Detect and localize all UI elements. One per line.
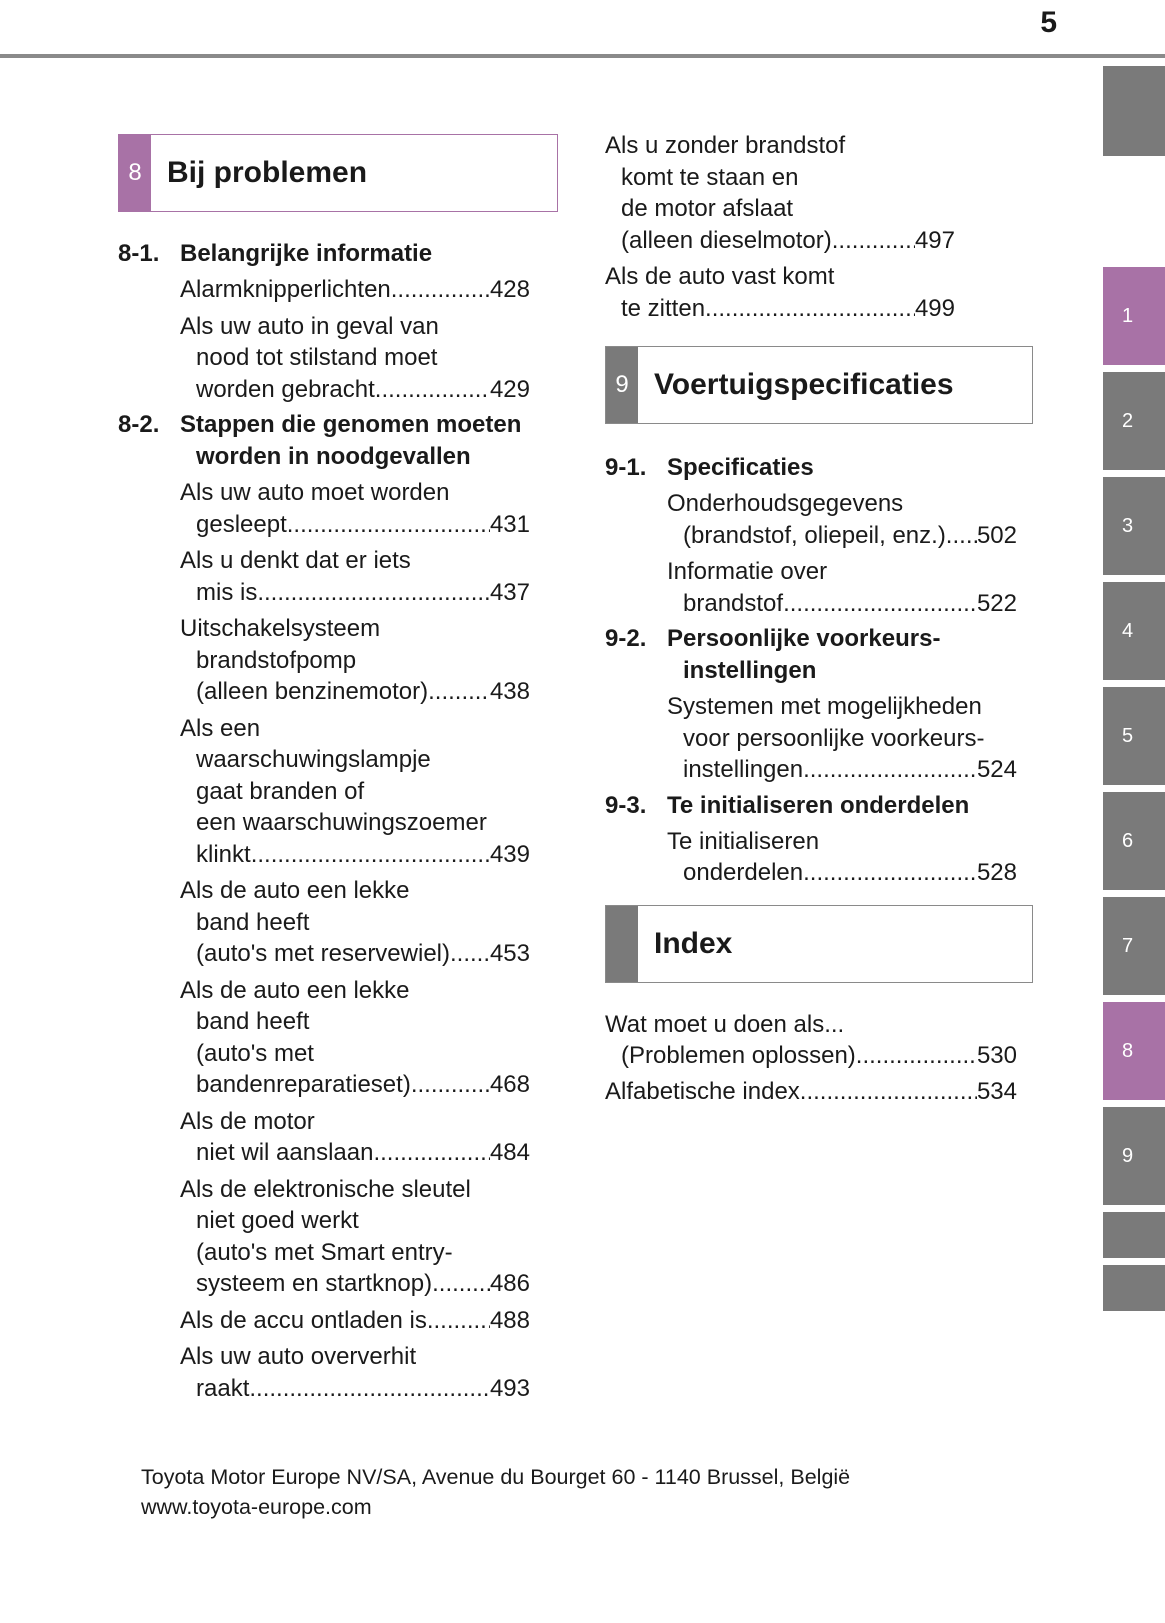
dot-leader — [432, 1268, 490, 1300]
tab-chapter-8[interactable] — [1103, 1002, 1165, 1100]
subsection-8-2 — [118, 409, 558, 473]
entry-last-line — [180, 509, 530, 541]
entry-line: Als u denkt dat er iets — [180, 547, 411, 574]
entry-line: Als de auto vast komt — [605, 263, 835, 290]
entry-last-line — [180, 1069, 530, 1101]
dot-leader — [375, 374, 490, 406]
entry-text: (Problemen oplossen) — [621, 1042, 856, 1069]
toc-entry[interactable] — [667, 691, 1017, 786]
toc-entry[interactable] — [180, 713, 530, 871]
entry-last-line — [180, 1373, 530, 1405]
footer-url[interactable]: www.toyota-europe.com — [141, 1495, 372, 1519]
toc-entry[interactable] — [667, 826, 1017, 889]
subsection-9-1-entries — [605, 488, 1045, 619]
entry-text: Als de accu ontladen is — [180, 1306, 427, 1334]
subsection-9-2-entries — [605, 691, 1045, 786]
tab-blank-1[interactable] — [1103, 1212, 1165, 1258]
subsection-title: Specificaties — [667, 454, 814, 481]
subsection-title-line1: Stappen die genomen moeten — [180, 411, 522, 438]
entry-page: 534 — [976, 1077, 1017, 1105]
entry-line: de motor afslaat — [621, 195, 794, 222]
entry-page: 429 — [489, 375, 530, 403]
subsection-title: Belangrijke informatie — [180, 240, 433, 267]
dot-leader — [249, 1373, 490, 1405]
tab-label: 8 — [1122, 1039, 1134, 1062]
toc-entry[interactable] — [180, 1341, 530, 1404]
tab-label: 1 — [1122, 304, 1134, 327]
tab-label: 9 — [1122, 1144, 1134, 1167]
entry-page: 428 — [489, 276, 530, 303]
entry-text: mis is — [196, 578, 258, 606]
tab-chapter-6[interactable] — [1103, 792, 1165, 890]
subsection-number: 8-2. — [118, 411, 160, 438]
section-number: 9 — [606, 347, 638, 423]
dot-leader — [251, 839, 490, 871]
section-number-blank — [606, 906, 638, 982]
entry-last-line — [667, 520, 1017, 552]
entry-line: band heeft — [196, 908, 310, 936]
toc-entry[interactable] — [605, 261, 955, 324]
entry-text: Alfabetische index — [605, 1077, 800, 1105]
dot-leader — [803, 754, 977, 786]
section-number: 8 — [119, 135, 151, 211]
tab-chapter-3[interactable] — [1103, 477, 1165, 575]
right-column — [605, 126, 1045, 1107]
toc-entry[interactable] — [180, 477, 530, 540]
tab-label: 4 — [1122, 619, 1134, 642]
entry-page: 438 — [489, 678, 530, 705]
entry-line: band heeft — [196, 1008, 310, 1035]
tab-label: 3 — [1122, 514, 1134, 537]
entry-line: Uitschakelsysteem — [180, 615, 381, 642]
entry-last-line — [180, 577, 530, 609]
entry-text: niet wil aanslaan — [196, 1139, 374, 1166]
toc-entry[interactable] — [180, 1174, 530, 1300]
section-9-header — [605, 346, 1033, 424]
entry-line: niet goed werkt — [196, 1207, 359, 1234]
toc-entry[interactable] — [180, 875, 530, 970]
entry-line: Als een — [180, 714, 261, 742]
tab-chapter-2[interactable] — [1103, 372, 1165, 470]
entry-line: Als de auto een lekke — [180, 976, 410, 1004]
entry-last-line — [605, 293, 955, 325]
section-8-continued-entries — [543, 130, 1045, 324]
dot-leader — [450, 938, 490, 970]
subsection-9-3 — [605, 790, 1045, 822]
entry-last-line — [180, 1268, 530, 1300]
entry-text: instellingen — [683, 756, 804, 783]
entry-last-line — [605, 225, 955, 257]
entry-line: Onderhoudsgegevens — [667, 490, 904, 517]
subsection-title-line2: worden in noodgevallen — [196, 443, 471, 470]
dot-leader — [427, 1305, 490, 1337]
dot-leader — [391, 274, 490, 306]
entry-line: Wat moet u doen als... — [605, 1010, 845, 1038]
entry-text: worden gebracht — [196, 375, 375, 403]
entry-line: Als uw auto moet worden — [180, 479, 450, 506]
subsection-title: Te initialiseren onderdelen — [667, 791, 970, 819]
entry-last-line — [667, 857, 1017, 889]
toc-entry[interactable] — [180, 1106, 530, 1169]
entry-page: 502 — [976, 521, 1017, 549]
toc-entry[interactable] — [180, 545, 530, 608]
tab-label: 2 — [1122, 409, 1134, 432]
entry-line: voor persoonlijke voorkeurs- — [683, 724, 985, 752]
toc-entry[interactable] — [667, 556, 1017, 619]
entry-text: onderdelen — [683, 859, 804, 886]
toc-entry[interactable] — [180, 1305, 530, 1337]
footer-address: Toyota Motor Europe NV/SA, Avenue du Bourget 60 - 1140 Brussel, België — [141, 1465, 851, 1489]
dot-leader — [856, 1040, 977, 1072]
entry-line: (auto's met — [196, 1039, 314, 1067]
dot-leader — [373, 1137, 490, 1169]
tab-label: 7 — [1122, 934, 1134, 957]
entry-last-line — [667, 754, 1017, 786]
entry-last-line — [180, 676, 530, 708]
entry-last-line — [180, 938, 530, 970]
entry-page: 437 — [489, 578, 530, 606]
section-title: Bij problemen — [167, 156, 368, 189]
entry-last-line — [180, 1305, 530, 1337]
tab-chapter-4[interactable] — [1103, 582, 1165, 680]
entry-page: 468 — [489, 1071, 530, 1098]
entry-text: (brandstof, oliepeil, enz.). — [683, 521, 953, 549]
entry-line: brandstofpomp — [196, 646, 357, 674]
entry-line: Als uw auto oververhit — [180, 1343, 417, 1370]
entry-page: 488 — [489, 1306, 530, 1334]
page-number: 5 — [1040, 6, 1057, 39]
entry-page: 486 — [489, 1270, 530, 1297]
entry-page: 484 — [489, 1139, 530, 1166]
entry-text: (alleen benzinemotor) — [196, 678, 429, 705]
entry-line: (auto's met Smart entry- — [196, 1238, 453, 1266]
entry-line: Als de auto een lekke — [180, 877, 410, 904]
subsection-9-3-entries — [605, 826, 1045, 889]
dot-leader — [705, 293, 915, 325]
section-8-header — [118, 134, 558, 212]
entry-page: 431 — [489, 510, 530, 538]
toc-entry[interactable] — [180, 613, 530, 708]
toc-entry[interactable] — [180, 311, 530, 406]
toc-entry[interactable] — [180, 274, 530, 306]
entry-line: Te initialiseren — [667, 827, 820, 855]
subsection-9-2 — [605, 623, 1045, 687]
subsection-title-line1: Persoonlijke voorkeurs- — [667, 625, 941, 652]
entry-line: nood tot stilstand moet — [196, 344, 438, 371]
entry-page: 528 — [976, 859, 1017, 886]
dot-leader — [952, 520, 976, 552]
tab-chapter-1[interactable] — [1103, 267, 1165, 365]
toc-entry[interactable] — [180, 975, 530, 1101]
subsection-title-line2: instellingen — [683, 657, 817, 684]
entry-last-line — [180, 374, 530, 406]
entry-text: (alleen dieselmotor) — [621, 226, 832, 254]
entry-text: te zitten — [621, 294, 706, 322]
tab-label: 6 — [1122, 829, 1134, 852]
section-title: Index — [654, 926, 733, 960]
tab-blank-2[interactable] — [1103, 1265, 1165, 1311]
entry-text: (auto's met reservewiel) — [196, 940, 450, 967]
entry-text: klinkt — [196, 840, 251, 868]
dot-leader — [832, 225, 915, 257]
tab-chapter-7[interactable] — [1103, 897, 1165, 995]
entry-text: systeem en startknop) — [196, 1270, 433, 1297]
left-column — [118, 134, 558, 1404]
entry-page: 499 — [914, 294, 955, 322]
entry-page: 439 — [489, 840, 530, 868]
entry-line: Als de motor — [180, 1107, 315, 1135]
dot-leader — [257, 577, 490, 609]
toc-entry[interactable] — [605, 130, 955, 256]
index-entry-troubleshooting[interactable] — [605, 1009, 1017, 1072]
entry-line: komt te staan en — [621, 163, 799, 191]
entry-page: 497 — [914, 226, 955, 254]
entry-page: 530 — [976, 1042, 1017, 1069]
subsection-number: 8-1. — [118, 240, 160, 267]
tab-label: 5 — [1122, 724, 1134, 747]
dot-leader — [803, 857, 977, 889]
dot-leader — [800, 1076, 977, 1108]
entry-last-line — [180, 839, 530, 871]
top-rule — [0, 54, 1165, 58]
dot-leader — [411, 1069, 490, 1101]
subsection-number: 9-2. — [605, 625, 647, 652]
entry-text: raakt — [196, 1374, 250, 1402]
entry-line: Systemen met mogelijkheden — [667, 693, 982, 720]
dot-leader — [428, 676, 490, 708]
entry-line: Als u zonder brandstof — [605, 132, 846, 159]
index-header — [605, 905, 1033, 983]
chapter-tabs — [1103, 0, 1165, 1623]
subsection-8-1 — [118, 238, 558, 270]
subsection-9-1 — [605, 452, 1045, 484]
tab-blank-top[interactable] — [1103, 66, 1165, 156]
dot-leader — [287, 509, 490, 541]
entry-page: 453 — [489, 940, 530, 967]
entry-text: bandenreparatieset) — [196, 1071, 411, 1098]
entry-line: Als uw auto in geval van — [180, 312, 439, 340]
entry-page: 522 — [976, 589, 1017, 617]
dot-leader — [783, 588, 977, 620]
entry-last-line — [180, 274, 530, 306]
tab-chapter-5[interactable] — [1103, 687, 1165, 785]
entry-line: waarschuwingslampje — [196, 746, 431, 773]
subsection-number: 9-3. — [605, 791, 647, 819]
entry-text: Alarmknipperlichten — [180, 276, 391, 303]
entry-line: een waarschuwingszoemer — [196, 809, 487, 836]
entry-line: Informatie over — [667, 558, 828, 585]
entry-text: gesleept — [196, 510, 287, 538]
entry-page: 493 — [489, 1374, 530, 1402]
index-entry-alphabetical[interactable] — [605, 1076, 1017, 1108]
entry-page: 524 — [976, 756, 1017, 783]
section-title: Voertuigspecificaties — [654, 368, 954, 401]
subsection-number: 9-1. — [605, 454, 647, 481]
toc-entry[interactable] — [667, 488, 1017, 551]
subsection-8-2-entries — [118, 477, 558, 1404]
entry-line: gaat branden of — [196, 777, 365, 805]
entry-text: brandstof — [683, 589, 784, 617]
footer — [141, 1462, 850, 1522]
entry-last-line — [667, 588, 1017, 620]
subsection-8-1-entries — [118, 274, 558, 405]
tab-chapter-9[interactable] — [1103, 1107, 1165, 1205]
entry-last-line — [180, 1137, 530, 1169]
entry-line: Als de elektronische sleutel — [180, 1175, 471, 1203]
